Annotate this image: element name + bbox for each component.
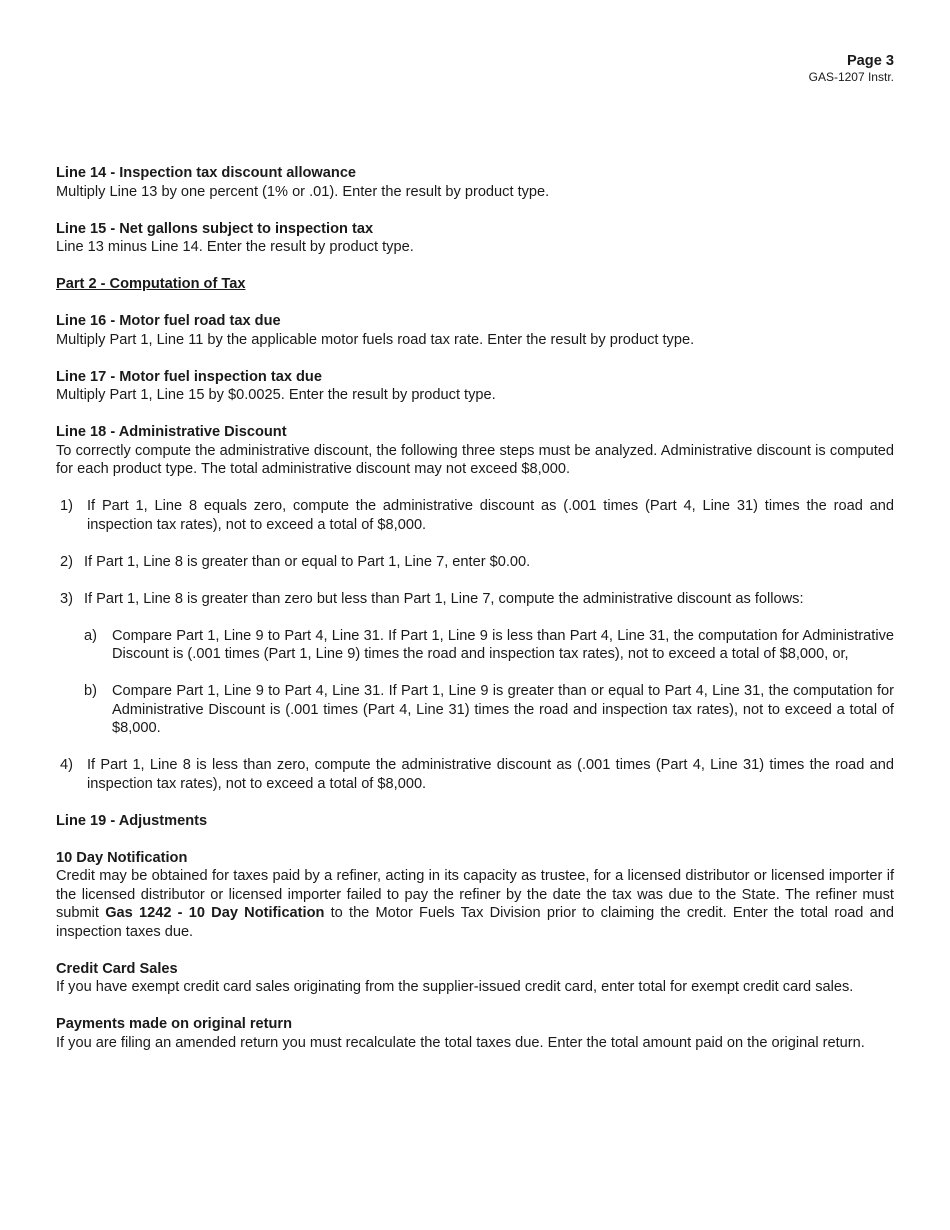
line15-section	[56, 220, 894, 257]
list-item	[56, 553, 894, 572]
credit-card-section	[56, 960, 894, 997]
list-item-number: 1)	[60, 498, 73, 514]
sub-list-item	[56, 627, 894, 664]
line19-heading: Line 19 - Adjustments	[56, 812, 208, 829]
line16-text: Multiply Part 1, Line 11 by the applicable motor fuels road tax rate. Enter the result by product type.	[56, 331, 695, 348]
notification-heading: 10 Day Notification	[56, 849, 188, 866]
payments-text: If you are filing an amended return you must recalculate the total taxes due. Enter the total amount paid on the original return.	[56, 1034, 865, 1051]
sub-list-item-letter: a)	[84, 627, 97, 644]
sub-list-item-letter: b)	[84, 683, 97, 699]
line14-heading: Line 14 - Inspection tax discount allowance	[56, 165, 357, 181]
line16-heading: Line 16 - Motor fuel road tax due	[56, 313, 281, 329]
part2-section	[56, 275, 894, 294]
line19-section	[56, 812, 894, 831]
payments-heading: Payments made on original return	[56, 1016, 292, 1032]
part2-heading: Part 2 - Computation of Tax	[56, 276, 246, 292]
form-id: GAS-1207 Instr.	[808, 70, 894, 84]
list-item-number: 3)	[60, 590, 73, 607]
page-number: Page 3	[846, 53, 894, 69]
list-item	[56, 497, 894, 534]
list-item-text: If Part 1, Line 8 is greater than zero but less than Part 1, Line 7, compute the administrative discount as follows:	[84, 590, 804, 607]
payments-section	[56, 1015, 894, 1052]
notification-section	[56, 849, 894, 942]
line17-section	[56, 368, 894, 405]
line17-heading: Line 17 - Motor fuel inspection tax due	[56, 368, 322, 385]
sub-list-item	[56, 682, 894, 738]
line18-text: To correctly compute the administrative discount, the following three steps must be analyzed. Administrative discount is computed for each product type. The total administrative discount may not exceed $8,000.	[56, 442, 894, 477]
notification-form-name: Gas 1242 - 10 Day Notification	[105, 905, 325, 921]
sub-list-item-text: Compare Part 1, Line 9 to Part 4, Line 31. If Part 1, Line 9 is greater than or equal to Part 4, Line 31, the computation for Administrative Discount is (.001 times (Part 4, Line 31) times the road and inspection tax rates), not to exceed a total of $8,000.	[112, 683, 894, 736]
list-item-number: 2)	[60, 553, 73, 570]
list-item	[56, 590, 894, 609]
document-body	[56, 164, 894, 1071]
notification-text	[56, 867, 894, 941]
line17-text: Multiply Part 1, Line 15 by $0.0025. Enter the result by product type.	[56, 387, 496, 403]
list-item-text: If Part 1, Line 8 is less than zero, compute the administrative discount as (.001 times (Part 4, Line 31) times the road and inspection tax rates), not to exceed a total of $8,000.	[87, 757, 894, 792]
sub-list-item-text: Compare Part 1, Line 9 to Part 4, Line 31. If Part 1, Line 9 is less than Part 4, Line 31, the computation for Administrative Discount is (.001 times (Part 1, Line 9) times the road and inspection tax rates), not to exceed a total of $8,000, or,	[112, 627, 894, 662]
list-item	[56, 756, 894, 793]
line16-section	[56, 312, 894, 349]
list-item-number: 4)	[60, 757, 73, 773]
credit-card-text: If you have exempt credit card sales originating from the supplier-issued credit card, enter total for exempt credit card sales.	[56, 979, 854, 995]
notification-text-before: Credit may be obtained for taxes paid by a refiner, acting in its capacity as trustee, for a licensed distributor or licensed importer if the licensed distributor or licensed importer failed to pay the refiner by the date the tax was due to the State. The refiner must submit	[56, 868, 894, 921]
list-item-text: If Part 1, Line 8 is greater than or equal to Part 1, Line 7, enter $0.00.	[84, 553, 531, 570]
line15-heading: Line 15 - Net gallons subject to inspection tax	[56, 220, 374, 237]
line18-section	[56, 423, 894, 479]
line18-heading: Line 18 - Administrative Discount	[56, 424, 287, 440]
notification-text-after: to the Motor Fuels Tax Division prior to claiming the credit. Enter the total road and inspection taxes due.	[56, 905, 894, 940]
line14-section	[56, 164, 894, 201]
page-header	[809, 53, 894, 84]
line14-text: Multiply Line 13 by one percent (1% or .01). Enter the result by product type.	[56, 183, 550, 200]
credit-card-heading: Credit Card Sales	[56, 960, 178, 977]
line15-text: Line 13 minus Line 14. Enter the result by product type.	[56, 239, 414, 255]
list-item-text: If Part 1, Line 8 equals zero, compute the administrative discount as (.001 times (Part 4, Line 31) times the road and inspection tax rates), not to exceed a total of $8,000.	[87, 498, 894, 533]
